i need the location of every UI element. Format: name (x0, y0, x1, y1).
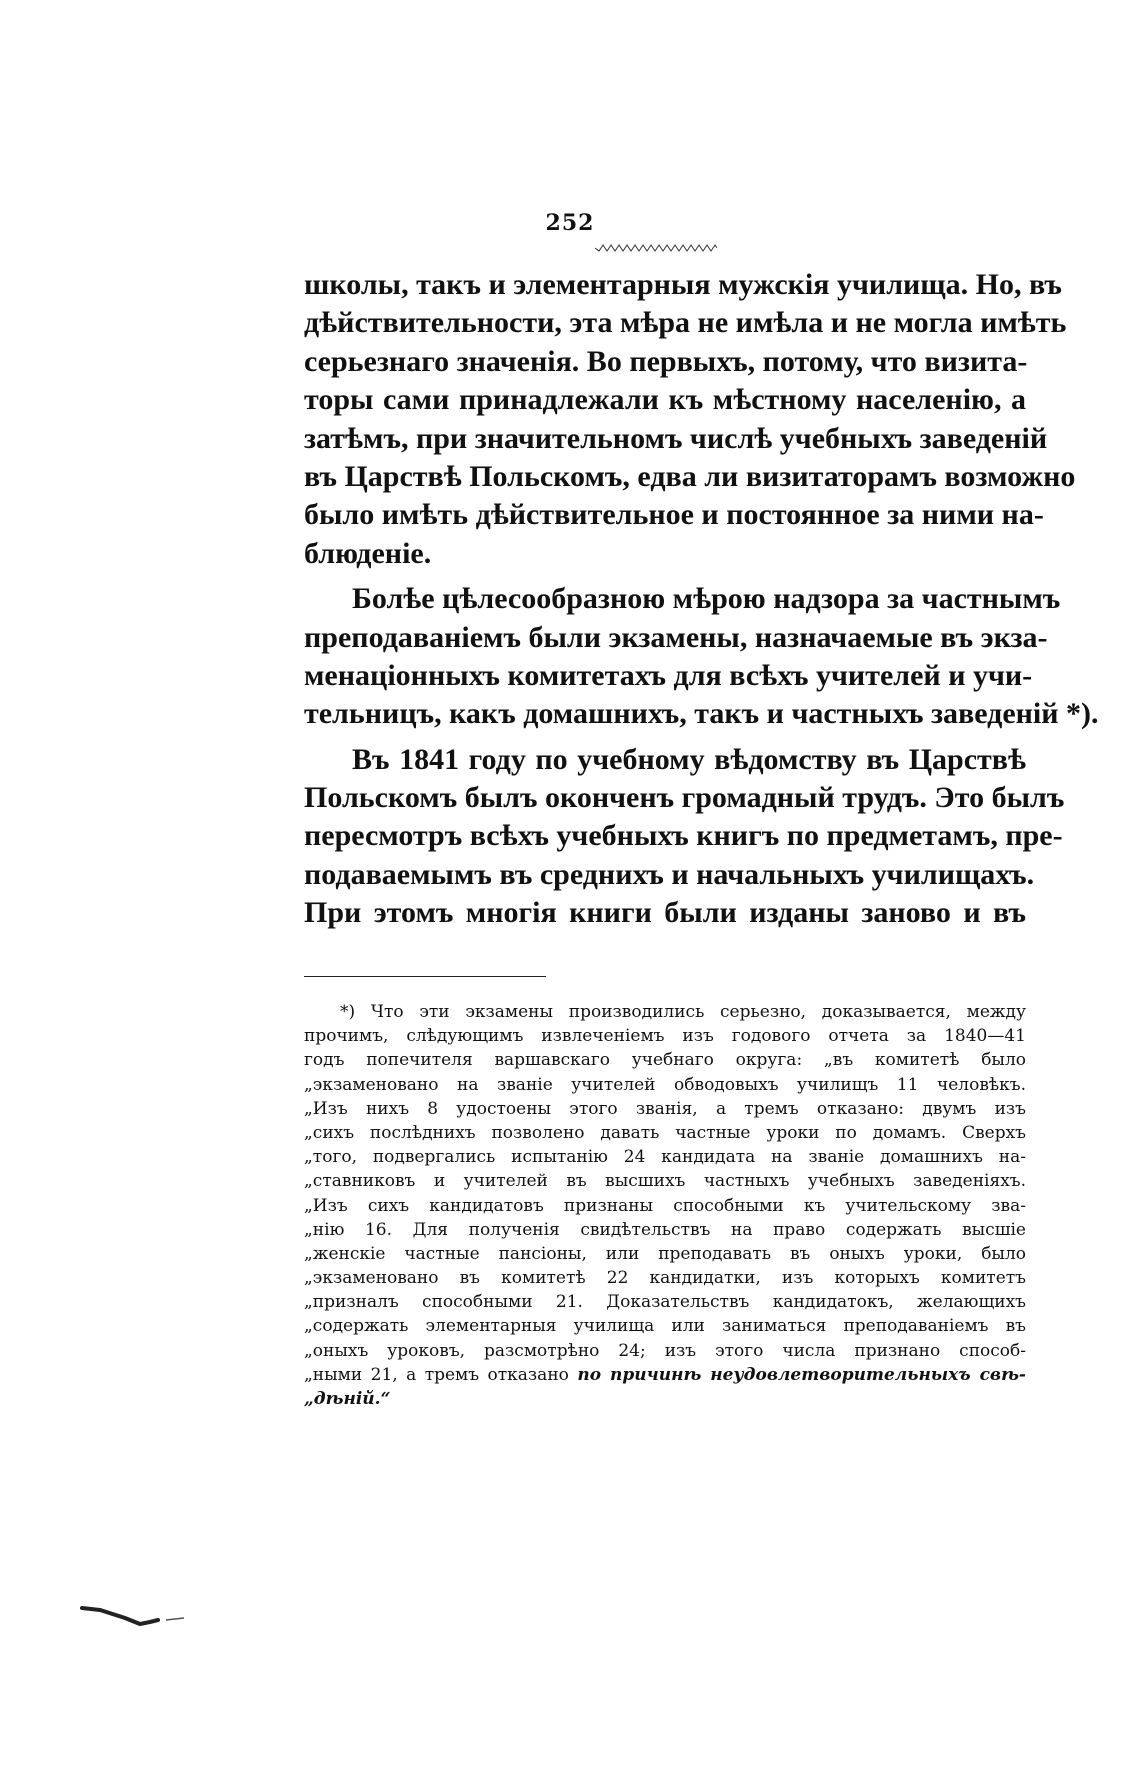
paragraph-start-line: Въ 1841 году по учебному вѣдомству въ Царствѣ (352, 742, 1026, 776)
footnote-line: „Изъ сихъ кандидатовъ признаны способными къ учительскому зва- (304, 1195, 1026, 1216)
main-body-text (304, 266, 1099, 933)
scan-mark-decoration (80, 1600, 190, 1630)
text-line: школы, такъ и элементарныя мужскія училища. Но, въ (304, 268, 1062, 301)
page-number-wavy-underline (595, 244, 717, 252)
text-line: преподаваніемъ были экзамены, назначаемые въ экза- (304, 620, 1048, 654)
footnote-line: „того, подвергались испытанію 24 кандидата на званіе домашнихъ на- (304, 1147, 1026, 1168)
text-line: серьезнаго значенія. Во первыхъ, потому, что визита- (304, 344, 1028, 378)
text-line: было имѣть дѣйствительное и постоянное за ними на- (304, 498, 1044, 532)
footnote-line: годъ попечителя варшавскаго учебнаго округа: „въ комитетѣ было (304, 1050, 1026, 1071)
footnote-line-part: „ными 21, а тремъ отказано (304, 1364, 569, 1385)
text-line: При этомъ многія книги были изданы заново и въ (304, 896, 1026, 930)
footnote-line: „экзаменовано на званіе учителей обводовыхъ училищъ 11 человѣкъ. (304, 1074, 1026, 1095)
footnote-line: „ставниковъ и учителей въ высшихъ частныхъ учебныхъ заведеніяхъ. (304, 1171, 1026, 1192)
text-line: въ Царствѣ Польскомъ, едва ли визитаторамъ возможно (304, 459, 1076, 493)
text-line: менаціонныхъ комитетахъ для всѣхъ учителей и учи- (304, 658, 1033, 692)
paragraph-start-line: Болѣе цѣлесообразною мѣрою надзора за частнымъ (352, 582, 1061, 616)
footnote-line (304, 1363, 1026, 1387)
footnote-line: „призналъ способными 21. Доказательствъ кандидатокъ, желающихъ (304, 1292, 1026, 1313)
footnote-line: „женскіе частные пансіоны, или преподавать въ оныхъ уроки, было (304, 1243, 1026, 1264)
footnote-line: „дѣній.“ (304, 1389, 391, 1409)
text-line: Польскомъ былъ оконченъ громадный трудъ. Это былъ (304, 781, 1065, 815)
footnote-line: „Изъ нихъ 8 удостоены этого званія, а тремъ отказано: двумъ изъ (304, 1098, 1026, 1119)
footnote-line: *) Что эти экзамены производились серьезно, доказывается, между (340, 1002, 1026, 1022)
text-line: дѣйствительности, эта мѣра не имѣла и не могла имѣть (304, 306, 1067, 340)
footnote-line: „нію 16. Для полученія свидѣтельствъ на право содержать высшіе (304, 1219, 1026, 1240)
footnote-line: „экзаменовано въ комитетѣ 22 кандидатки, изъ которыхъ комитетъ (304, 1268, 1026, 1289)
page-number: 252 (545, 210, 595, 236)
text-line: пересмотръ всѣхъ учебныхъ книгъ по предметамъ, пре- (304, 819, 1063, 853)
footnote-italic-phrase: по причинѣ неудовлетворительныхъ свѣ- (577, 1364, 1026, 1385)
footnote-divider (304, 976, 546, 977)
footnote-line: „содержать элементарныя училища или заниматься преподаваніемъ въ (304, 1316, 1026, 1337)
footnote (304, 1000, 1026, 1411)
footnote-line: прочимъ, слѣдующимъ извлеченіемъ изъ годового отчета за 1840—41 (304, 1026, 1026, 1047)
text-line: торы сами принадлежали къ мѣстному населенію, а (304, 383, 1026, 417)
footnote-line: „сихъ послѣднихъ позволено давать частные уроки по домамъ. Сверхъ (304, 1122, 1026, 1143)
text-line: подаваемымъ въ среднихъ и начальныхъ училищахъ. (304, 857, 1035, 891)
text-line: затѣмъ, при значительномъ числѣ учебныхъ заведеній (304, 421, 1048, 455)
text-line: тельницъ, какъ домашнихъ, такъ и частныхъ заведеній *). (304, 697, 1099, 731)
text-line: блюденіе. (304, 536, 432, 570)
footnote-line: „оныхъ уроковъ, разсмотрѣно 24; изъ этого числа признано способ- (304, 1340, 1026, 1361)
